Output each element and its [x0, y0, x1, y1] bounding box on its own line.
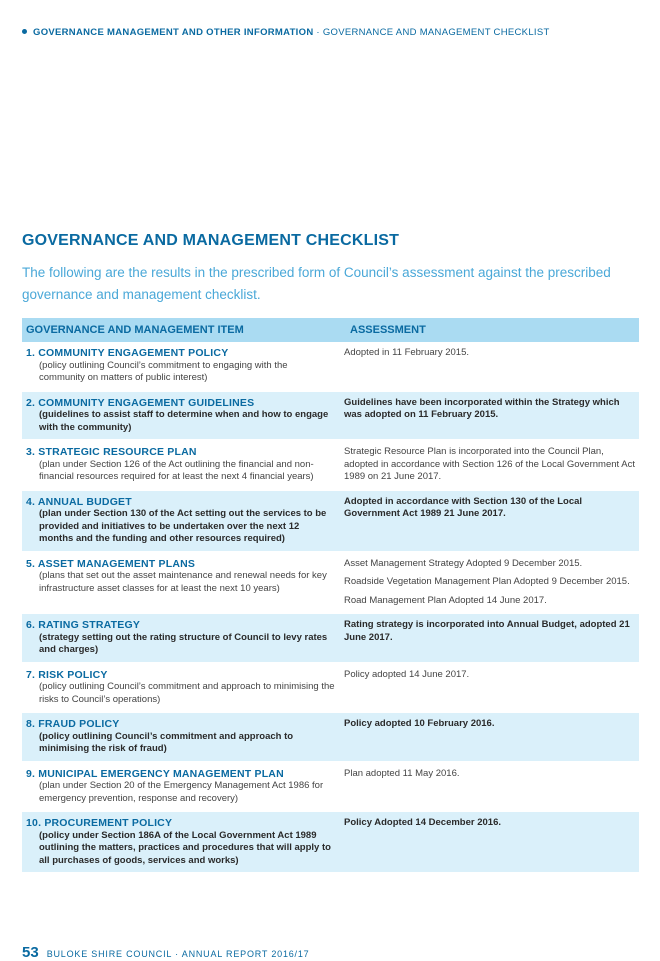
item-cell — [22, 762, 340, 812]
assessment-cell — [340, 613, 639, 663]
item-cell — [22, 440, 340, 490]
assessment-text: Policy adopted 14 June 2017. — [344, 668, 470, 680]
item-title: 10. PROCUREMENT POLICY — [26, 817, 173, 829]
table-row — [22, 552, 639, 614]
table-row — [22, 811, 639, 873]
item-description: (plan under Section 126 of the Act outlining the financial and non-financial resources required for at least the next 4 financial years) — [39, 458, 314, 482]
item-cell — [22, 663, 340, 713]
assessment-text: Plan adopted 11 May 2016. — [344, 767, 460, 779]
item-description: (plan under Section 20 of the Emergency Management Act 1986 for emergency prevention, response and recovery) — [39, 780, 324, 804]
table-row — [22, 712, 639, 762]
table-row — [22, 440, 639, 490]
assessment-cell — [340, 811, 639, 873]
bullet-icon — [22, 29, 27, 34]
assessment-text: Adopted in 11 February 2015. — [344, 347, 469, 358]
item-description: (policy outlining Council’s commitment and approach to minimising the risk of fraud) — [39, 730, 294, 754]
item-title: 8. FRAUD POLICY — [26, 718, 120, 730]
item-cell — [22, 342, 340, 391]
assessment-text: Policy adopted 10 February 2016. — [344, 718, 495, 729]
header-section: GOVERNANCE MANAGEMENT AND OTHER INFORMATION — [33, 27, 314, 38]
item-title: 3. STRATEGIC RESOURCE PLAN — [26, 446, 197, 458]
header-subsection: GOVERNANCE AND MANAGEMENT CHECKLIST — [322, 27, 550, 38]
item-description: (policy outlining Council’s commitment and approach to minimising the risks to Council’s operations) — [39, 681, 335, 705]
item-cell — [22, 613, 340, 663]
item-title: 6. RATING STRATEGY — [26, 619, 141, 631]
table-row — [22, 613, 639, 663]
assessment-text: Road Management Plan Adopted 14 June 2017. — [344, 594, 547, 606]
assessment-cell — [340, 490, 639, 552]
assessment-text: Asset Management Strategy Adopted 9 December 2015. — [344, 557, 583, 569]
page-title: GOVERNANCE AND MANAGEMENT CHECKLIST — [22, 232, 400, 249]
assessment-cell — [340, 712, 639, 762]
item-cell — [22, 552, 340, 614]
item-title: 1. COMMUNITY ENGAGEMENT POLICY — [26, 347, 229, 359]
column-header-assessment: ASSESSMENT — [340, 318, 639, 342]
assessment-text: Rating strategy is incorporated into Annual Budget, adopted 21 June 2017. — [344, 619, 630, 643]
checklist-table — [22, 318, 639, 874]
assessment-text: Strategic Resource Plan is incorporated into the Council Plan, adopted in accordance with Section 126 of the Local Government Act 1989 on 21 June 2017. — [344, 446, 635, 482]
item-cell — [22, 811, 340, 873]
table-header-row — [22, 318, 639, 342]
intro-paragraph: The following are the results in the prescribed form of Council’s assessment against the prescribed governance and management checklist. — [22, 265, 611, 302]
assessment-cell — [340, 663, 639, 713]
table-row — [22, 490, 639, 552]
page-number: 53 — [22, 944, 39, 961]
item-description: (policy outlining Council’s commitment to engaging with the community on matters of public interest) — [39, 359, 288, 383]
item-description: (plan under Section 130 of the Act setting out the services to be provided and initiatives to be undertaken over the next 12 months and the funding and other resources required) — [39, 508, 327, 544]
assessment-cell — [340, 342, 639, 391]
assessment-text: Policy Adopted 14 December 2016. — [344, 817, 501, 828]
item-title: 7. RISK POLICY — [26, 668, 108, 681]
assessment-text: Roadside Vegetation Management Plan Adopted 9 December 2015. — [344, 576, 630, 587]
assessment-cell — [340, 552, 639, 614]
table-row — [22, 391, 639, 441]
item-cell — [22, 391, 340, 441]
item-title: 9. MUNICIPAL EMERGENCY MANAGEMENT PLAN — [26, 767, 284, 780]
assessment-text: Guidelines have been incorporated within the Strategy which was adopted on 11 February 2015. — [344, 396, 620, 420]
item-description: (guidelines to assist staff to determine when and how to engage with the community) — [39, 409, 329, 433]
item-cell — [22, 490, 340, 552]
running-header — [22, 27, 550, 38]
item-title: 2. COMMUNITY ENGAGEMENT GUIDELINES — [26, 396, 255, 409]
item-title: 4. ANNUAL BUDGET — [26, 495, 132, 508]
assessment-cell — [340, 440, 639, 490]
assessment-cell — [340, 391, 639, 441]
page-footer — [22, 944, 309, 961]
item-title: 5. ASSET MANAGEMENT PLANS — [26, 557, 196, 570]
item-description: (plans that set out the asset maintenance and renewal needs for key infrastructure asset classes for at least the next 10 years) — [39, 570, 327, 594]
item-description: (strategy setting out the rating structure of Council to levy rates and charges) — [39, 631, 328, 655]
item-description: (policy under Section 186A of the Local Government Act 1989 outlining the matters, practices and procedures that will apply to all purchases of goods, services and works) — [39, 829, 331, 866]
assessment-cell — [340, 762, 639, 812]
table-row — [22, 762, 639, 812]
table-row — [22, 663, 639, 713]
assessment-text: Adopted in accordance with Section 130 of the Local Government Act 1989 21 June 2017. — [344, 495, 583, 519]
footer-text: BULOKE SHIRE COUNCIL · ANNUAL REPORT 2016/17 — [46, 949, 310, 959]
column-header-item: GOVERNANCE AND MANAGEMENT ITEM — [22, 318, 340, 342]
table-row — [22, 342, 639, 391]
header-separator: · — [313, 27, 323, 38]
item-cell — [22, 712, 340, 762]
